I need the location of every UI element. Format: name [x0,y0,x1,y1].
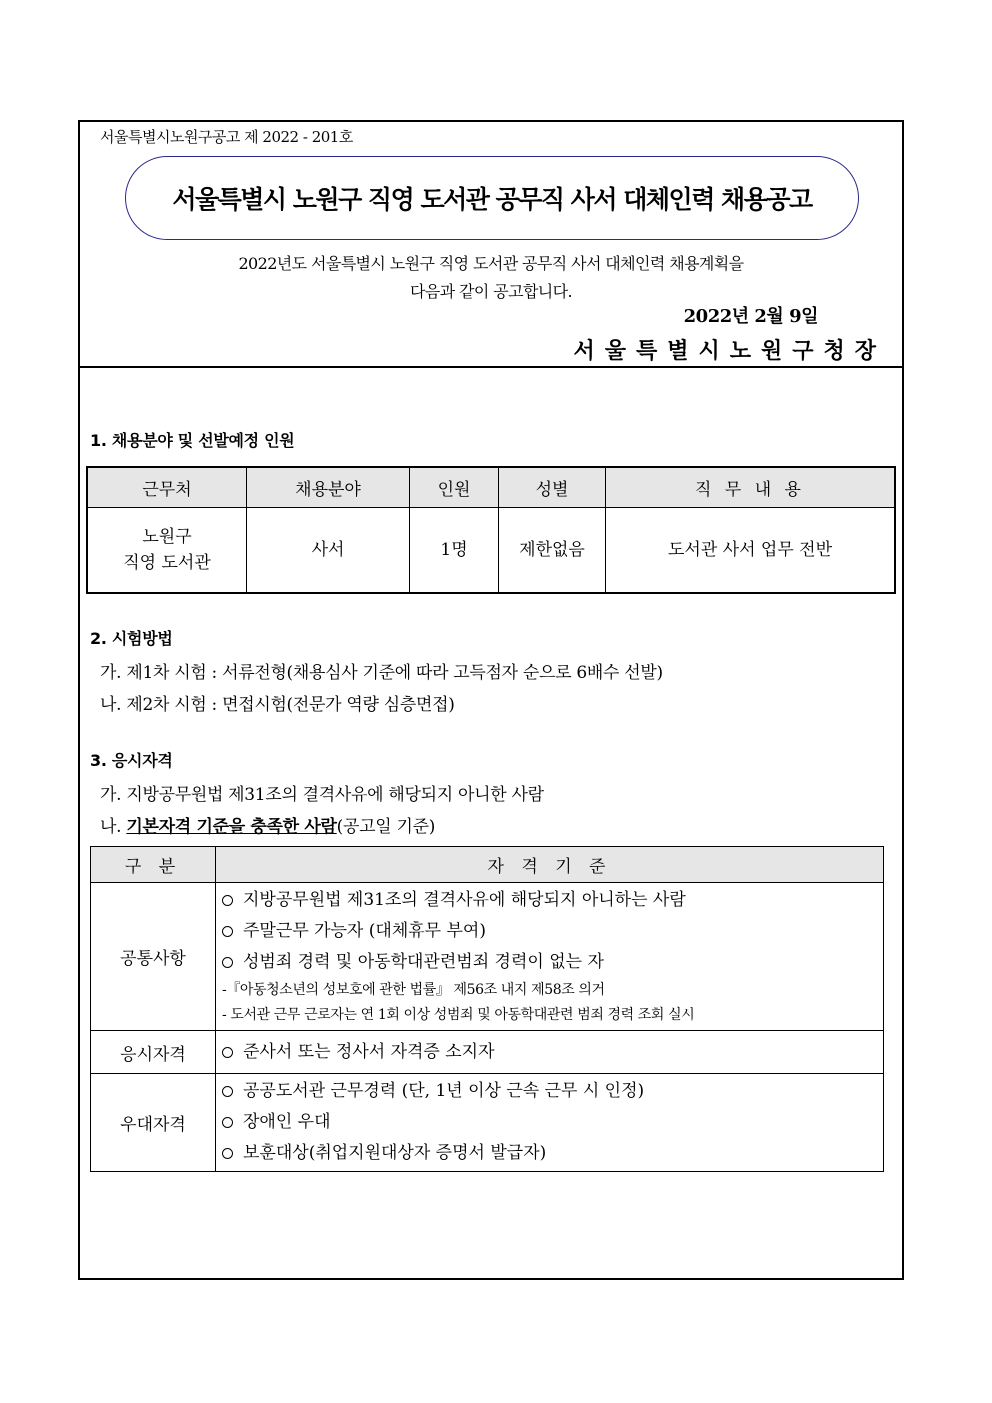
criteria-cell [216,883,884,1031]
row-label: 공통사항 [91,883,216,1031]
row-label: 응시자격 [91,1031,216,1074]
criteria-note: -『아동청소년의 성보호에 관한 법률』 제56조 내지 제58조 의거 [222,982,605,998]
table-row [91,1031,884,1074]
circle-bullet-icon [222,1047,233,1058]
section-heading-1: 1. 채용분야 및 선발예정 인원 [90,431,295,450]
notice-header [80,122,902,368]
table-header-row [87,467,895,508]
col-header: 자 격 기 준 [216,847,884,883]
qualification-item: 가. 지방공무원법 제31조의 결격사유에 해당되지 아니한 사람 [100,785,544,805]
criteria-note: - 도서관 근무 근로자는 연 1회 이상 성범죄 및 아동학대관련 범죄 경력 조회 실시 [222,1007,695,1023]
criteria-item [222,1076,877,1107]
criteria-text: 성범죄 경력 및 아동학대관련범죄 경력이 없는 자 [243,952,604,972]
criteria-cell [216,1074,884,1172]
criteria-item [222,885,877,916]
table-row [87,508,895,594]
workplace-line: 노원구 [142,527,192,547]
circle-bullet-icon [222,895,233,906]
circle-bullet-icon [222,926,233,937]
cell-workplace [87,508,247,594]
notice-date: 2022년 2월 9일 [683,306,818,327]
emphasis-text: 기본자격 기준을 충족한 사람 [126,817,337,837]
qualification-table [90,846,884,1172]
page-title: 서울특별시 노원구 직영 도서관 공무직 사서 대체인력 채용공고 [172,185,812,214]
criteria-text: 보훈대상(취업지원대상자 증명서 발급자) [243,1143,547,1163]
item-prefix: 나. [100,817,127,837]
criteria-item [222,916,877,947]
criteria-text: 공공도서관 근무경력 (단, 1년 이상 근속 근무 시 인정) [243,1081,645,1101]
qualification-item [100,812,435,837]
circle-bullet-icon [222,1148,233,1159]
table-row [91,1074,884,1172]
circle-bullet-icon [222,1086,233,1097]
cell-gender: 제한없음 [499,508,606,594]
title-box [125,156,859,240]
circle-bullet-icon [222,1117,233,1128]
item-suffix: (공고일 기준) [336,817,436,837]
col-header: 근무처 [87,467,247,508]
section-heading-3: 3. 응시자격 [90,751,173,770]
col-header: 직 무 내 용 [606,467,896,508]
cell-duty: 도서관 사서 업무 전반 [606,508,896,594]
exam-item: 가. 제1차 시험 : 서류전형(채용심사 기준에 따라 고득점자 순으로 6배수 선발) [100,663,663,683]
cell-field: 사서 [247,508,410,594]
intro-text [80,250,902,306]
col-header: 성별 [499,467,606,508]
exam-item: 나. 제2차 시험 : 면접시험(전문가 역량 심층면접) [100,695,455,715]
col-header: 채용분야 [247,467,410,508]
criteria-text: 장애인 우대 [243,1112,331,1132]
col-header: 구 분 [91,847,216,883]
criteria-text: 주말근무 가능자 (대체휴무 부여) [243,921,486,941]
recruitment-table [86,466,896,594]
issuer: 서울특별시노원구청장 [573,338,886,364]
table-header-row [91,847,884,883]
notice-number: 서울특별시노원구공고 제 2022 - 201호 [100,128,353,146]
table-row [91,883,884,1031]
intro-line: 2022년도 서울특별시 노원구 직영 도서관 공무직 사서 대체인력 채용계획을 [238,254,744,273]
intro-line: 다음과 같이 공고합니다. [409,282,573,301]
criteria-item [222,1037,877,1068]
row-label: 우대자격 [91,1074,216,1172]
col-header: 인원 [410,467,499,508]
cell-count: 1명 [410,508,499,594]
notice-frame [78,120,904,1280]
criteria-item [222,947,877,978]
criteria-item [222,1138,877,1169]
criteria-cell [216,1031,884,1074]
circle-bullet-icon [222,957,233,968]
criteria-item [222,1107,877,1138]
criteria-text: 준사서 또는 정사서 자격증 소지자 [243,1041,495,1062]
section-heading-2: 2. 시험방법 [90,629,173,648]
criteria-text: 지방공무원법 제31조의 결격사유에 해당되지 아니하는 사람 [243,890,686,910]
workplace-line: 직영 도서관 [123,553,211,573]
